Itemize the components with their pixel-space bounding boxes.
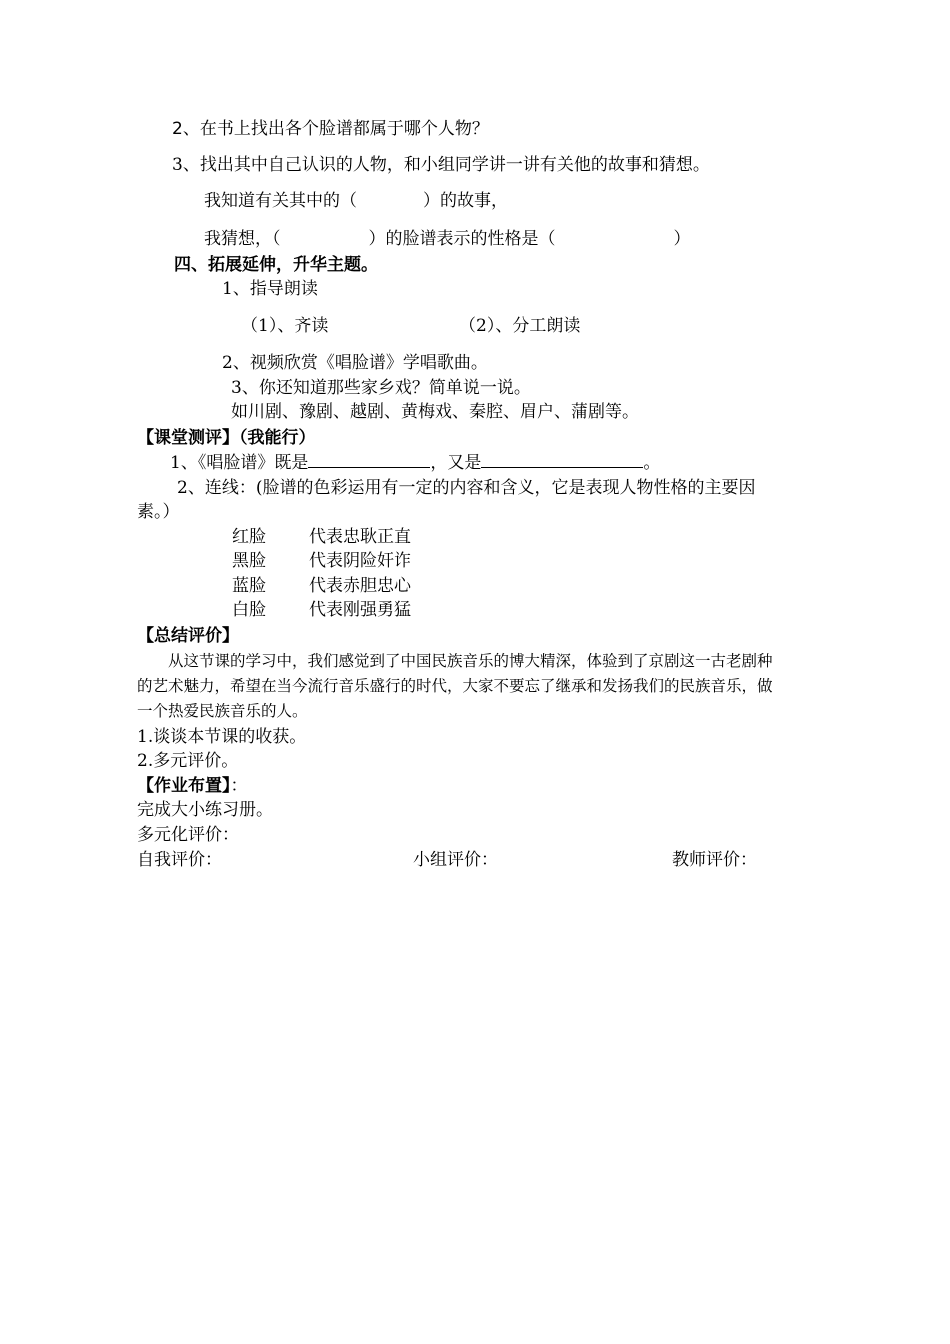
- guess-prefix: 我猜想，（: [204, 229, 281, 249]
- part3-item-2: [172, 118, 489, 140]
- q1-blank-2[interactable]: [481, 451, 643, 468]
- test-q2-line2: 素。）: [137, 502, 180, 522]
- summary-para-line3: 一个热爱民族音乐的人。: [137, 702, 308, 720]
- meaning-brave: 代表刚强勇猛: [309, 600, 411, 620]
- q1-prefix: 1、《唱脸谱》既是: [170, 453, 309, 473]
- q1-blank-1[interactable]: [308, 451, 430, 468]
- group-eval: 小组评价：: [413, 850, 498, 870]
- guess-line: [204, 228, 691, 250]
- test-heading: 【课堂测评】（我能行）: [137, 428, 316, 448]
- know-suffix: ）的故事，: [423, 191, 508, 211]
- opera-list: 如川剧、豫剧、越剧、黄梅戏、秦腔、眉户、蒲剧等。: [231, 402, 639, 422]
- guess-mid: ）的脸谱表示的性格是（: [368, 229, 556, 249]
- part4-item-3: 3、你还知道那些家乡戏？简单说一说。: [231, 378, 531, 398]
- know-prefix: 我知道有关其中的（: [204, 191, 357, 211]
- know-story-line: [204, 190, 508, 212]
- meaning-devoted: 代表赤胆忠心: [309, 576, 411, 596]
- summary-para-line2: 的艺术魅力，希望在当今流行音乐盛行的时代，大家不要忘了继承和发扬我们的民族音乐，做: [137, 677, 773, 695]
- homework-task: 完成大小练习册。: [137, 800, 273, 820]
- part3-item-3: 3、找出其中自己认识的人物，和小组同学讲一讲有关他的故事和猜想。: [172, 155, 710, 175]
- q1-mid: ，又是: [430, 453, 482, 473]
- guess-suffix: ）: [673, 229, 691, 249]
- item-text: 、在书上找出各个脸谱都属于哪个人物？: [182, 119, 489, 139]
- part4-heading: 四、拓展延伸，升华主题。: [174, 255, 378, 275]
- q1-end: 。: [643, 453, 661, 473]
- face-white: 白脸: [232, 600, 266, 620]
- summary-item-1: 1.谈谈本节课的收获。: [137, 727, 307, 747]
- part4-item-2: 2、视频欣赏《唱脸谱》学唱歌曲。: [222, 353, 488, 373]
- part4-item-1: 1、指导朗读: [222, 279, 318, 299]
- homework-heading: 【作业布置】: [137, 776, 231, 796]
- eval-title: 多元化评价：: [137, 825, 239, 845]
- homework-colon: ：: [230, 776, 248, 796]
- face-black: 黑脸: [232, 551, 266, 571]
- item-number: 2: [172, 119, 183, 139]
- part4-sub-1: （1）、齐读: [241, 316, 329, 336]
- face-blue: 蓝脸: [232, 576, 266, 596]
- summary-heading: 【总结评价】: [137, 626, 239, 646]
- meaning-sinister: 代表阴险奸诈: [309, 551, 411, 571]
- meaning-loyal: 代表忠耿正直: [309, 527, 411, 547]
- face-red: 红脸: [232, 527, 266, 547]
- teacher-eval: 教师评价：: [672, 850, 757, 870]
- part4-sub-2: （2）、分工朗读: [459, 316, 581, 336]
- self-eval: 自我评价：: [137, 850, 222, 870]
- homework-heading-line: [137, 775, 248, 797]
- summary-item-2: 2.多元评价。: [137, 751, 239, 771]
- test-q1: [170, 451, 660, 474]
- summary-para-line1: 从这节课的学习中，我们感觉到了中国民族音乐的博大精深，体验到了京剧这一古老剧种: [168, 652, 773, 670]
- test-q2-line1: 2、连线：(脸谱的色彩运用有一定的内容和含义，它是表现人物性格的主要因: [177, 478, 756, 498]
